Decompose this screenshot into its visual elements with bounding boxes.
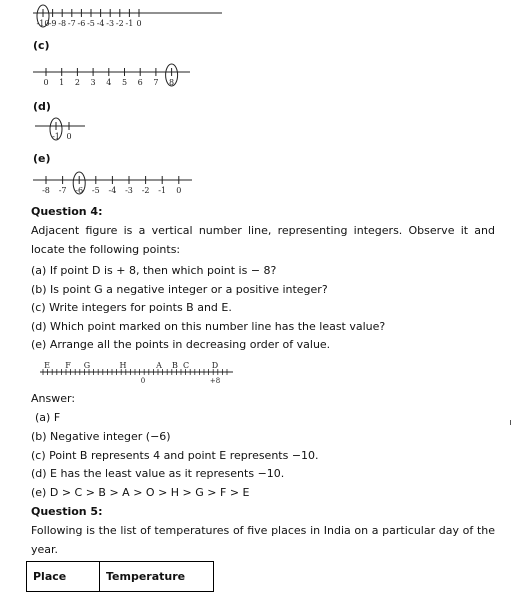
q4-intro: Adjacent figure is a vertical number line, representing integers. Observe it and locate the following points: xyxy=(31,224,495,256)
table-header-temperature: Temperature xyxy=(100,562,214,592)
q4-figure-point-label: F xyxy=(65,361,71,370)
q4-figure-point-label: E xyxy=(44,361,50,370)
q5-intro: Following is the list of temperatures of five places in India on a particular day of the year. xyxy=(31,524,495,556)
number-line-c-tick-label: 2 xyxy=(74,78,80,87)
q4-item-b: (b) Is point G a negative integer or a positive integer? xyxy=(31,283,328,296)
number-line-b-tick-label: -10 xyxy=(36,19,50,28)
q4-figure-point-label: H xyxy=(119,361,127,370)
answer-d: (d) E has the least value as it represents −10. xyxy=(31,467,285,480)
q4-heading: Question 4: xyxy=(31,205,103,218)
number-line-e-tick-label: -6 xyxy=(75,186,84,195)
q4-figure-point-label: C xyxy=(182,361,190,370)
number-line-e-tick-label: -3 xyxy=(125,186,133,195)
number-line-e-tick-label: -2 xyxy=(141,186,150,195)
answer-heading: Answer: xyxy=(31,392,76,405)
number-line-e-tick-label: -8 xyxy=(42,186,50,195)
number-line-d-tick-label: 0 xyxy=(66,132,72,141)
table-header-place: Place xyxy=(27,562,100,592)
number-line-b-tick-label: 0 xyxy=(136,19,142,28)
label-d: (d) xyxy=(33,100,51,113)
answer-b: (b) Negative integer (−6) xyxy=(31,430,171,443)
number-line-b-tick-label: -7 xyxy=(67,19,76,28)
number-line-c-tick-label: 0 xyxy=(43,78,49,87)
number-line-b-tick-label: -5 xyxy=(87,19,95,28)
q5-heading: Question 5: xyxy=(31,505,103,518)
label-e: (e) xyxy=(33,152,51,165)
number-line-c-tick-label: 5 xyxy=(121,78,128,87)
table-header-row xyxy=(27,562,214,592)
number-line-c-tick-label: 3 xyxy=(90,78,96,87)
number-line-c-tick-label: 8 xyxy=(169,78,175,87)
q4-item-c: (c) Write integers for points B and E. xyxy=(31,301,232,314)
number-line-e-tick-label: -7 xyxy=(58,186,67,195)
q4-figure-point-label: A xyxy=(156,361,162,370)
number-line-e-tick-label: 0 xyxy=(176,186,182,195)
q4-figure-value-label: +8 xyxy=(209,377,221,385)
number-line-d-circle xyxy=(50,118,62,140)
answer-c: (c) Point B represents 4 and point E represents −10. xyxy=(31,449,319,462)
answer-a: (a) F xyxy=(35,411,61,424)
number-line-c-tick-label: 1 xyxy=(59,78,65,87)
number-line-b-tick-label: -8 xyxy=(58,19,67,28)
number-line-c-tick-label: 4 xyxy=(106,78,112,87)
q4-figure-point-label: G xyxy=(83,361,91,370)
number-line-b-tick-label: -2 xyxy=(115,19,124,28)
page-edge-mark xyxy=(510,420,511,425)
q4-figure-value-label: 0 xyxy=(140,377,146,385)
temperature-table xyxy=(26,561,214,592)
q4-figure-point-label: D xyxy=(211,361,219,370)
number-line-c-circle xyxy=(166,64,178,86)
number-line-b-tick-label: -6 xyxy=(77,19,86,28)
number-line-b-tick-label: -9 xyxy=(48,19,57,28)
q4-item-a: (a) If point D is + 8, then which point is − 8? xyxy=(31,264,277,277)
q4-figure-point-label: B xyxy=(172,361,178,370)
number-line-b-tick-label: -4 xyxy=(96,19,105,28)
number-line-c-tick-label: 7 xyxy=(153,78,159,87)
number-line-b-tick-label: -3 xyxy=(106,19,115,28)
number-line-e-tick-label: -1 xyxy=(158,186,167,195)
q4-item-e: (e) Arrange all the points in decreasing order of value. xyxy=(31,338,331,351)
number-line-d-tick-label: -1 xyxy=(52,132,60,141)
number-line-e-tick-label: -5 xyxy=(91,186,100,195)
number-line-b-circle xyxy=(37,5,49,27)
number-line-e-circle xyxy=(73,172,85,194)
number-line-c-tick-label: 6 xyxy=(137,78,143,87)
answer-e: (e) D > C > B > A > O > H > G > F > E xyxy=(31,486,250,499)
number-line-e-tick-label: -4 xyxy=(108,186,117,195)
number-line-b-tick-label: -1 xyxy=(125,19,134,28)
label-c: (c) xyxy=(33,39,50,52)
q4-item-d: (d) Which point marked on this number line has the least value? xyxy=(31,320,386,333)
